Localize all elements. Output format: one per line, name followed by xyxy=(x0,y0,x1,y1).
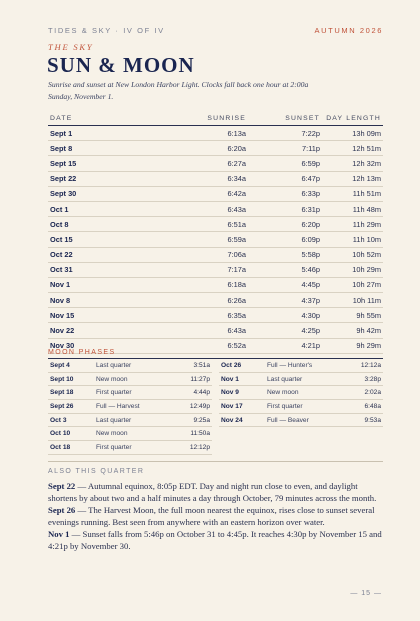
moon-phases-right-column xyxy=(219,359,383,455)
phase-date: Nov 24 xyxy=(221,416,243,424)
row-day-length: 11h 10m xyxy=(352,234,381,244)
sun-table-header xyxy=(48,111,383,126)
row-sunrise: 6:51a xyxy=(227,219,246,229)
row-sunset: 4:25p xyxy=(301,326,320,336)
moon-phase-row xyxy=(48,373,212,387)
moon-phase-row xyxy=(219,414,383,428)
table-row xyxy=(48,278,383,293)
table-row xyxy=(48,323,383,338)
phase-name: New moon xyxy=(96,375,128,383)
row-date: Nov 8 xyxy=(50,295,71,305)
moon-phase-row xyxy=(219,373,383,387)
row-sunrise: 6:42a xyxy=(227,189,246,199)
note-text: — Autumnal equinox, 8:05p EDT. Day and night run close to even, and daylight shortens by about two and a half minutes a day through October, 79 minutes across the month. xyxy=(48,481,377,503)
row-sunrise: 6:26a xyxy=(227,295,246,305)
table-row xyxy=(48,156,383,171)
row-date: Nov 30 xyxy=(50,341,75,351)
row-day-length: 11h 51m xyxy=(352,189,381,199)
running-head-left: TIDES & SKY · IV OF IV xyxy=(48,26,165,35)
moon-phase-row xyxy=(219,359,383,373)
row-sunrise: 6:52a xyxy=(227,341,246,351)
running-head-right: AUTUMN 2026 xyxy=(314,26,383,35)
running-head xyxy=(48,26,383,35)
row-sunset: 6:33p xyxy=(301,189,320,199)
row-day-length: 12h 51m xyxy=(352,143,381,153)
row-sunset: 6:31p xyxy=(301,204,320,214)
row-date: Oct 31 xyxy=(50,265,73,275)
row-day-length: 13h 09m xyxy=(352,128,381,138)
phase-date: Nov 17 xyxy=(221,402,243,410)
phase-date: Oct 10 xyxy=(50,430,71,438)
also-rule xyxy=(48,461,383,462)
phase-date: Sept 4 xyxy=(50,361,70,369)
row-sunset: 4:45p xyxy=(301,280,320,290)
row-sunrise: 7:06a xyxy=(227,250,246,260)
row-sunrise: 6:59a xyxy=(227,234,246,244)
moon-phases-left-column xyxy=(48,359,212,455)
row-day-length: 10h 52m xyxy=(352,250,381,260)
moon-phase-row xyxy=(48,427,212,441)
phase-name: Full — Harvest xyxy=(96,402,140,410)
table-row xyxy=(48,308,383,323)
row-date: Sept 15 xyxy=(50,158,77,168)
phase-time: 11:27p xyxy=(190,375,210,383)
row-sunset: 4:37p xyxy=(301,295,320,305)
table-row xyxy=(48,172,383,187)
phase-time: 2:02a xyxy=(364,389,381,397)
table-row xyxy=(48,248,383,263)
row-day-length: 10h 29m xyxy=(352,265,381,275)
phase-name: First quarter xyxy=(267,402,303,410)
row-day-length: 11h 48m xyxy=(352,204,381,214)
header-date: DATE xyxy=(50,114,73,122)
phase-name: Last quarter xyxy=(96,361,132,369)
table-row xyxy=(48,202,383,217)
phase-name: First quarter xyxy=(96,443,132,451)
phase-name: Full — Hunter's xyxy=(267,361,313,369)
quarter-notes xyxy=(48,480,383,552)
table-row xyxy=(48,263,383,278)
page-title: SUN & MOON xyxy=(47,53,195,77)
header-sunrise: SUNRISE xyxy=(207,114,246,122)
phase-time: 3:28p xyxy=(364,375,381,383)
row-sunrise: 7:17a xyxy=(227,265,246,275)
row-sunrise: 6:43a xyxy=(227,326,246,336)
row-day-length: 9h 42m xyxy=(356,326,381,336)
row-sunset: 7:11p xyxy=(302,143,320,153)
phase-name: Full — Beaver xyxy=(267,416,309,424)
phase-date: Sept 26 xyxy=(50,402,74,410)
row-date: Sept 30 xyxy=(50,189,77,199)
table-row xyxy=(48,141,383,156)
row-sunrise: 6:35a xyxy=(227,310,246,320)
phase-time: 6:48a xyxy=(364,402,381,410)
phase-name: New moon xyxy=(96,430,128,438)
phase-date: Nov 1 xyxy=(221,375,239,383)
row-sunrise: 6:13a xyxy=(227,128,246,138)
table-row xyxy=(48,187,383,202)
moon-phase-row xyxy=(48,400,212,414)
phase-name: Last quarter xyxy=(96,416,132,424)
phase-time: 9:53a xyxy=(364,416,381,424)
row-date: Nov 15 xyxy=(50,310,75,320)
table-row xyxy=(48,293,383,308)
row-sunset: 6:20p xyxy=(301,219,320,229)
phase-name: Last quarter xyxy=(267,375,303,383)
phase-date: Sept 10 xyxy=(50,375,74,383)
row-sunset: 4:21p xyxy=(301,341,320,351)
quarter-note xyxy=(48,528,383,552)
row-date: Nov 22 xyxy=(50,326,75,336)
quarter-note xyxy=(48,480,383,504)
moon-phase-row xyxy=(48,359,212,373)
moon-phases-table xyxy=(48,359,383,455)
phase-time: 4:44p xyxy=(193,389,210,397)
phase-date: Sept 18 xyxy=(50,389,74,397)
row-sunset: 6:59p xyxy=(301,158,320,168)
row-date: Oct 15 xyxy=(50,234,73,244)
phase-date: Oct 3 xyxy=(50,416,67,424)
note-date: Sept 22 xyxy=(48,481,76,491)
header-sunset: SUNSET xyxy=(285,114,320,122)
moon-phase-row xyxy=(48,386,212,400)
moon-phase-row xyxy=(219,400,383,414)
row-date: Nov 1 xyxy=(50,280,71,290)
row-date: Oct 1 xyxy=(50,204,69,214)
sun-table xyxy=(48,111,383,354)
row-date: Oct 8 xyxy=(50,219,69,229)
row-sunset: 6:09p xyxy=(301,234,320,244)
row-day-length: 12h 32m xyxy=(352,158,381,168)
row-day-length: 12h 13m xyxy=(352,174,381,184)
note-text: — The Harvest Moon, the full moon nearest the equinox, rises close to sunset several evenings running. Best seen from anywhere with an eastern horizon over water. xyxy=(48,505,375,527)
phase-time: 12:12p xyxy=(189,443,210,451)
phase-name: First quarter xyxy=(96,389,132,397)
row-sunrise: 6:18a xyxy=(227,280,246,290)
row-date: Sept 22 xyxy=(50,174,77,184)
row-day-length: 9h 55m xyxy=(356,310,381,320)
phase-date: Oct 18 xyxy=(50,443,71,451)
row-sunrise: 6:34a xyxy=(227,174,246,184)
table-row xyxy=(48,217,383,232)
row-sunset: 6:47p xyxy=(301,174,320,184)
note-text: — Sunset falls from 5:46p on October 31 to 4:45p. It reaches 4:30p by November 15 and 4:21p by November 30. xyxy=(48,529,382,551)
quarter-note xyxy=(48,504,383,528)
row-sunset: 5:46p xyxy=(301,265,320,275)
row-day-length: 9h 29m xyxy=(356,341,381,351)
phase-time: 12:12a xyxy=(360,361,381,369)
row-day-length: 10h 27m xyxy=(352,280,381,290)
row-day-length: 11h 29m xyxy=(352,219,381,229)
page-number: — 15 — xyxy=(350,590,382,597)
moon-phases-label: MOON PHASES xyxy=(48,349,116,356)
also-label: ALSO THIS QUARTER xyxy=(48,468,145,475)
note-date: Sept 26 xyxy=(48,505,76,515)
sun-table-body xyxy=(48,126,383,354)
phase-name: New moon xyxy=(267,389,299,397)
row-sunset: 4:30p xyxy=(301,310,320,320)
moon-phase-row xyxy=(48,441,212,455)
row-date: Oct 22 xyxy=(50,250,73,260)
row-day-length: 10h 11m xyxy=(352,295,381,305)
row-date: Sept 1 xyxy=(50,128,73,138)
row-date: Sept 8 xyxy=(50,143,73,153)
row-sunset: 5:58p xyxy=(301,250,320,260)
note-date: Nov 1 xyxy=(48,529,70,539)
page-subtitle: Sunrise and sunset at New London Harbor Light. Clocks fall back one hour at 2:00a Sunday, November 1. xyxy=(48,80,309,101)
section-kicker: THE SKY xyxy=(48,42,94,52)
row-sunrise: 6:43a xyxy=(227,204,246,214)
moon-phase-row xyxy=(48,414,212,428)
table-row xyxy=(48,126,383,141)
phase-date: Nov 9 xyxy=(221,389,239,397)
phase-date: Oct 26 xyxy=(221,361,242,369)
table-row xyxy=(48,232,383,247)
row-sunrise: 6:27a xyxy=(227,158,246,168)
moon-phase-row xyxy=(219,386,383,400)
row-sunset: 7:22p xyxy=(301,128,320,138)
row-sunrise: 6:20a xyxy=(227,143,246,153)
phase-time: 12:49p xyxy=(189,402,210,410)
phase-time: 11:50a xyxy=(190,430,210,438)
phase-time: 3:51a xyxy=(193,361,210,369)
header-day-length: DAY LENGTH xyxy=(326,114,381,122)
phase-time: 9:25a xyxy=(193,416,210,424)
